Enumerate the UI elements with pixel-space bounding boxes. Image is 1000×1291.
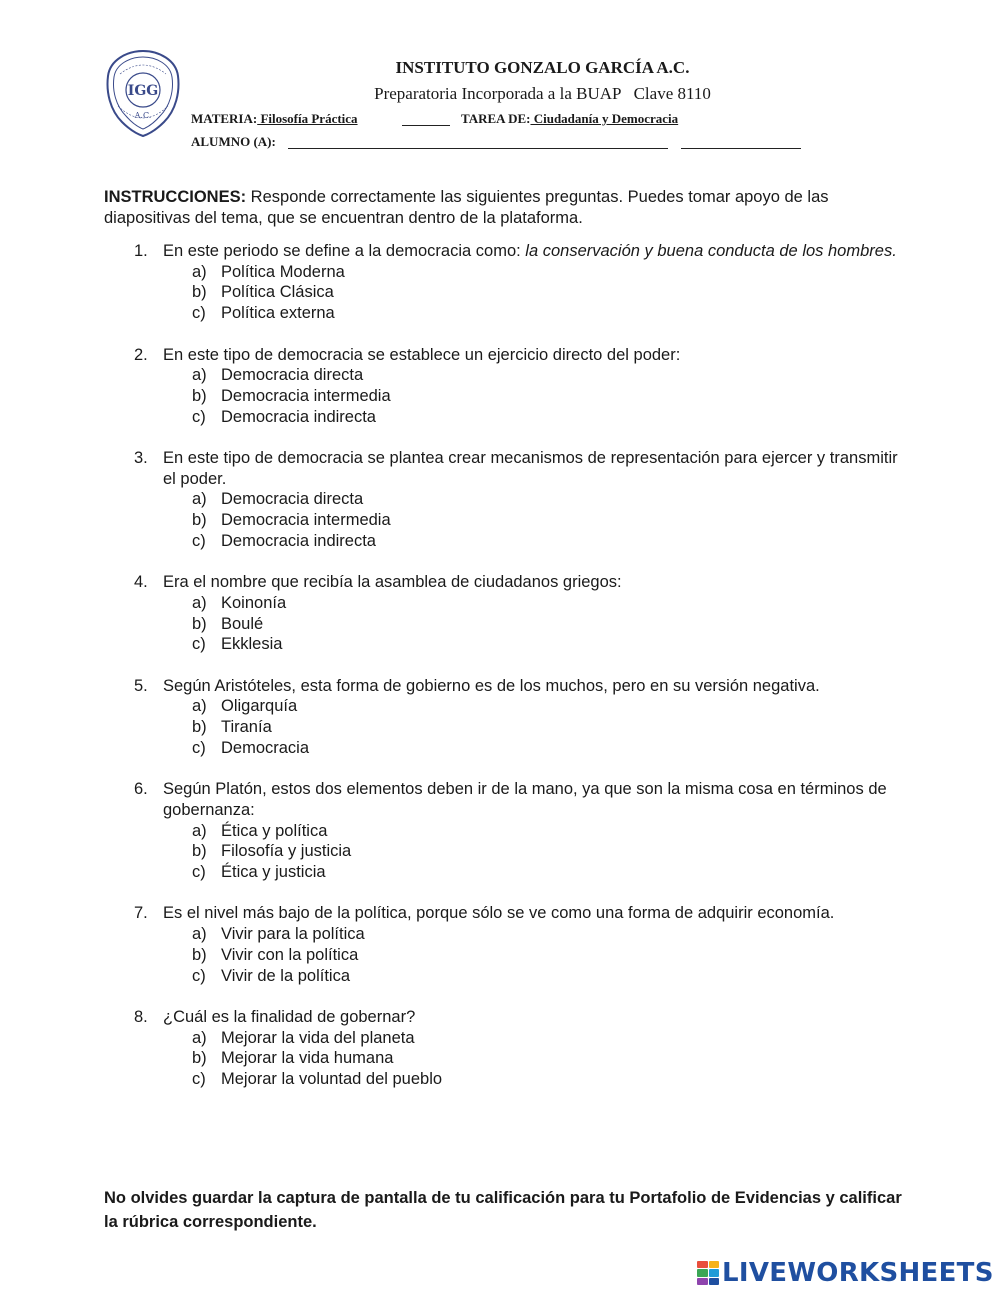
question-text xyxy=(163,903,904,924)
answer-option[interactable] xyxy=(192,1069,904,1090)
materia-label: MATERIA: xyxy=(191,111,258,126)
question-prompt: En este tipo de democracia se establece un ejercicio directo del poder: xyxy=(163,345,681,364)
materia-field xyxy=(191,111,358,127)
option-letter: c) xyxy=(192,863,206,882)
materia-value: Filosofía Práctica xyxy=(257,111,358,126)
logo-block xyxy=(697,1278,708,1285)
option-text: Democracia xyxy=(221,738,310,757)
option-text: Mejorar la vida humana xyxy=(221,1049,394,1068)
question-prompt: ¿Cuál es la finalidad de gobernar? xyxy=(163,1007,416,1026)
option-letter: a) xyxy=(192,697,207,716)
logo-block xyxy=(697,1269,708,1276)
liveworksheets-watermark xyxy=(697,1258,994,1288)
option-text: Democracia intermedia xyxy=(221,386,391,405)
option-text: Vivir con la política xyxy=(221,945,359,964)
option-text: Vivir para la política xyxy=(221,925,365,944)
question-prompt: Era el nombre que recibía la asamblea de ciudadanos griegos: xyxy=(163,573,622,592)
alumno-extra-line[interactable] xyxy=(681,148,801,149)
option-list xyxy=(192,821,904,883)
question-number: 2. xyxy=(134,345,148,364)
answer-option[interactable] xyxy=(192,634,904,655)
option-text: Democracia indirecta xyxy=(221,407,376,426)
option-letter: b) xyxy=(192,1049,207,1068)
option-letter: a) xyxy=(192,821,207,840)
option-letter: a) xyxy=(192,1028,207,1047)
answer-option[interactable] xyxy=(192,696,904,717)
option-text: Democracia directa xyxy=(221,490,364,509)
option-text: Vivir de la política xyxy=(221,966,351,985)
question-number: 5. xyxy=(134,676,148,695)
option-list xyxy=(192,1028,904,1090)
logo-block xyxy=(697,1261,708,1268)
option-text: Democracia directa xyxy=(221,366,364,385)
liveworksheets-text: LIVEWORKSHEETS xyxy=(722,1258,994,1288)
answer-option[interactable] xyxy=(192,945,904,966)
option-letter: b) xyxy=(192,386,207,405)
option-text: Ekklesia xyxy=(221,635,283,654)
option-list xyxy=(192,262,904,324)
option-text: Democracia indirecta xyxy=(221,531,376,550)
liveworksheets-logo-icon xyxy=(697,1261,719,1285)
option-text: Oligarquía xyxy=(221,697,298,716)
answer-option[interactable] xyxy=(192,303,904,324)
tarea-value: Ciudadanía y Democracia xyxy=(530,111,679,126)
answer-option[interactable] xyxy=(192,386,904,407)
tarea-field xyxy=(461,111,678,127)
svg-text:IGG: IGG xyxy=(127,83,159,99)
option-text: Filosofía y justicia xyxy=(221,842,352,861)
option-text: Democracia intermedia xyxy=(221,511,391,530)
question-text xyxy=(163,448,904,489)
answer-option[interactable] xyxy=(192,531,904,552)
question-text xyxy=(163,241,904,262)
question-number: 6. xyxy=(134,780,148,799)
answer-option[interactable] xyxy=(192,407,904,428)
answer-option[interactable] xyxy=(192,717,904,738)
answer-option[interactable] xyxy=(192,489,904,510)
option-list xyxy=(192,489,904,551)
answer-option[interactable] xyxy=(192,841,904,862)
option-letter: b) xyxy=(192,945,207,964)
alumno-name-line[interactable] xyxy=(288,148,668,149)
question-number: 1. xyxy=(134,242,148,260)
option-letter: b) xyxy=(192,614,207,633)
option-text: Política externa xyxy=(221,304,335,323)
option-text: Política Clásica xyxy=(221,283,334,302)
question-item xyxy=(104,779,904,883)
instructions xyxy=(104,187,904,229)
answer-option[interactable] xyxy=(192,924,904,945)
answer-option[interactable] xyxy=(192,614,904,635)
institution-name: INSTITUTO GONZALO GARCÍA A.C. xyxy=(395,58,690,77)
answer-option[interactable] xyxy=(192,365,904,386)
question-item xyxy=(104,345,904,428)
option-text: Tiranía xyxy=(221,718,272,737)
option-letter: c) xyxy=(192,304,206,323)
question-item xyxy=(104,241,904,324)
option-letter: a) xyxy=(192,366,207,385)
school-seal-icon xyxy=(104,48,182,138)
option-letter: c) xyxy=(192,635,206,654)
answer-option[interactable] xyxy=(192,593,904,614)
option-letter: a) xyxy=(192,490,207,509)
question-list xyxy=(104,241,904,1110)
question-prompt: En este periodo se define a la democracia como: xyxy=(163,242,526,260)
option-letter: c) xyxy=(192,407,206,426)
answer-option[interactable] xyxy=(192,966,904,987)
answer-option[interactable] xyxy=(192,282,904,303)
option-list xyxy=(192,365,904,427)
option-text: Ética y justicia xyxy=(221,863,326,882)
instructions-text: Responde correctamente las siguientes preguntas. Puedes tomar apoyo de las diapositivas del tema, que se encuentran dentro de la plataforma. xyxy=(104,188,829,227)
question-item xyxy=(104,448,904,552)
option-text: Política Moderna xyxy=(221,262,345,281)
question-text xyxy=(163,572,904,593)
answer-option[interactable] xyxy=(192,1048,904,1069)
instructions-label: INSTRUCCIONES: xyxy=(104,188,247,206)
question-text xyxy=(163,1007,904,1028)
option-letter: c) xyxy=(192,1070,206,1089)
option-list xyxy=(192,696,904,758)
question-item xyxy=(104,1007,904,1090)
logo-block xyxy=(709,1278,720,1285)
option-letter: b) xyxy=(192,283,207,302)
option-text: Ética y política xyxy=(221,821,328,840)
question-italic: la conservación y buena conducta de los hombres. xyxy=(525,242,897,260)
option-letter: c) xyxy=(192,531,206,550)
option-letter: a) xyxy=(192,925,207,944)
question-number: 8. xyxy=(134,1007,148,1026)
option-letter: c) xyxy=(192,966,206,985)
alumno-label: ALUMNO (A): xyxy=(191,134,276,149)
materia-underline xyxy=(402,125,450,126)
question-text xyxy=(163,676,904,697)
question-prompt: Es el nivel más bajo de la política, porque sólo se ve como una forma de adquirir economía. xyxy=(163,904,835,923)
tarea-label: TAREA DE: xyxy=(461,111,531,126)
option-letter: b) xyxy=(192,511,207,530)
answer-option[interactable] xyxy=(192,510,904,531)
option-text: Mejorar la vida del planeta xyxy=(221,1028,415,1047)
answer-option[interactable] xyxy=(192,738,904,759)
question-prompt: Según Aristóteles, esta forma de gobierno es de los muchos, pero en su versión negativa. xyxy=(163,676,820,695)
option-list xyxy=(192,593,904,655)
logo-block xyxy=(709,1269,720,1276)
question-item xyxy=(104,903,904,986)
logo-block xyxy=(709,1261,720,1268)
question-number: 7. xyxy=(134,904,148,923)
option-list xyxy=(192,924,904,986)
question-number: 3. xyxy=(134,449,148,467)
question-prompt: Según Platón, estos dos elementos deben ir de la mano, ya que son la misma cosa en términos de gobernanza: xyxy=(163,780,887,819)
institution-subtitle: Preparatoria Incorporada a la BUAP Clave 8110 xyxy=(374,84,711,103)
answer-option[interactable] xyxy=(192,862,904,883)
option-text: Boulé xyxy=(221,614,264,633)
question-item xyxy=(104,676,904,759)
option-letter: b) xyxy=(192,718,207,737)
answer-option[interactable] xyxy=(192,821,904,842)
question-text xyxy=(163,779,904,820)
svg-text:A.C.: A.C. xyxy=(134,111,152,120)
question-item xyxy=(104,572,904,655)
option-letter: c) xyxy=(192,738,206,757)
answer-option[interactable] xyxy=(192,262,904,283)
question-text xyxy=(163,345,904,366)
footer-note: No olvides guardar la captura de pantalla de tu calificación para tu Portafolio de Evidencias y calificar la rúbrica correspondiente. xyxy=(104,1189,902,1231)
question-prompt: En este tipo de democracia se plantea crear mecanismos de representación para ejercer y transmitir el poder. xyxy=(163,449,898,488)
question-number: 4. xyxy=(134,573,148,592)
option-text: Koinonía xyxy=(221,593,287,612)
option-text: Mejorar la voluntad del pueblo xyxy=(221,1070,443,1089)
option-letter: a) xyxy=(192,593,207,612)
answer-option[interactable] xyxy=(192,1028,904,1049)
option-letter: a) xyxy=(192,262,207,281)
option-letter: b) xyxy=(192,842,207,861)
